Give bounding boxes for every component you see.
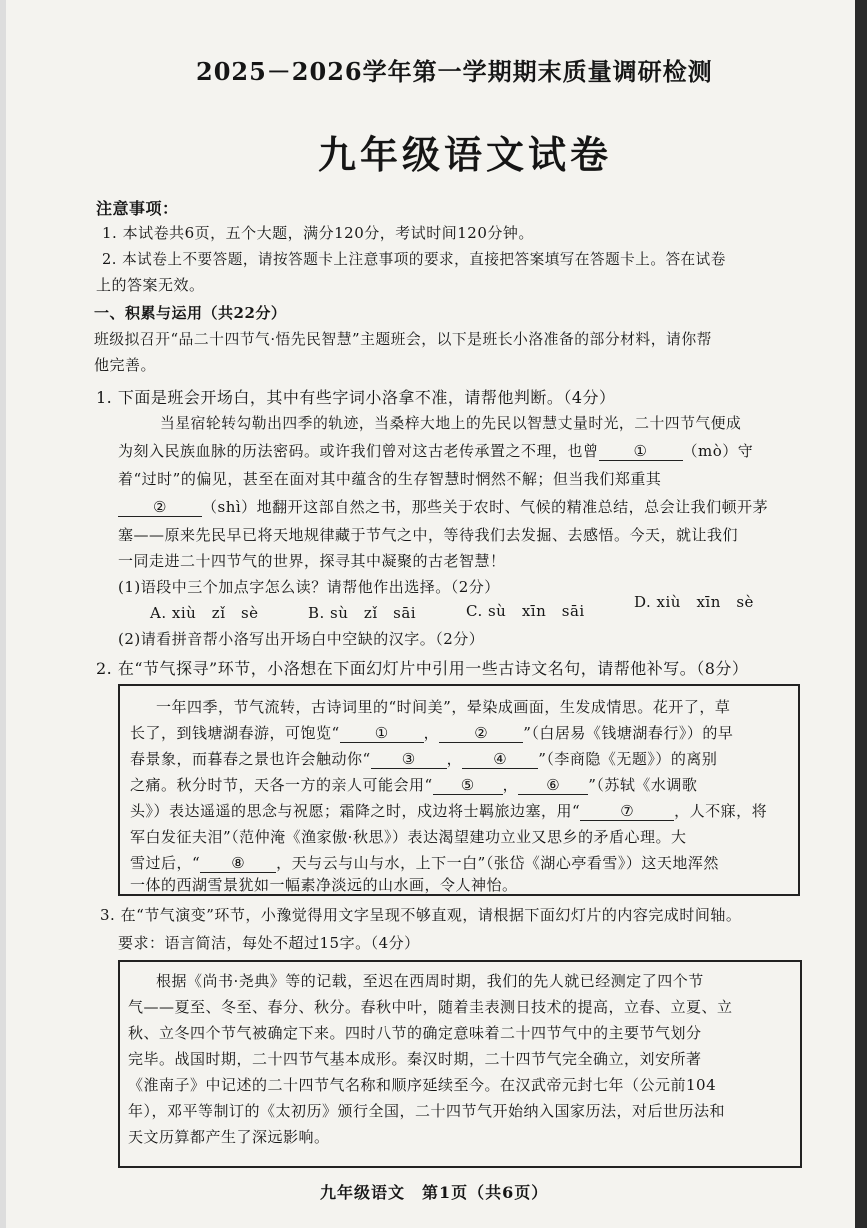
notice-heading: 注意事项： [96,199,179,218]
section1-intro-1: 班级拟召开“品二十四节气·悟先民智慧”主题班会，以下是班长小洛准备的部分材料，请你帮 [94,331,712,348]
q2-line-7-text: 雪过后，“ [130,854,201,872]
q2-line-1: 一年四季，节气流转，古诗词里的“时间美”，晕染成画面，生发成情思。花开了，草 [156,698,731,716]
q3-line-6: 年），邓平等制订的《太初历》颁行全国，二十四节气开始纳入国家历法，对后世历法和 [128,1102,726,1120]
q2-line-4: 之痛。秋分时节，天各一方的亲人可能会用“ ⑤ ， ⑥ ”（苏轼《水调歌 [130,776,698,794]
q1-para-2-pinyin: （mò）守 [682,442,754,460]
q1-option-b: B. sù zǐ sāi [308,604,417,622]
q1-option-c: C. sù xīn sāi [466,602,585,620]
exam-main-title: 九年级语文试卷 [318,132,613,177]
page-footer: 九年级语文 第1页（共6页） [320,1183,549,1202]
q2-blank-3: ③ [371,750,447,769]
q2-line-7 [130,852,719,873]
q2-blank-2: ② [439,724,523,743]
q1-para-4 [118,496,768,517]
q1-para-2-text: 为刻入民族血脉的历法密码。或许我们曾对这古老传承置之不理，也曾 [118,442,599,460]
q2-blank-5: ⑤ [433,776,503,795]
q1-option-a: A. xiù zǐ sè [150,604,259,622]
section1-intro-2: 他完善。 [94,356,157,374]
q2-line-7-post: ，天与云与山与水，上下一白”（张岱《湖心亭看雪》）这天地浑然 [276,854,719,872]
q2-blank-4: ④ [462,750,538,769]
q1-option-d: D. xiù xīn sè [634,593,754,611]
scan-edge-left [0,0,6,1228]
q1-sub-2: (2)请看拼音帮小洛写出开场白中空缺的汉字。（2分） [118,630,485,648]
notice-item-2b: 上的答案无效。 [96,276,205,294]
q2-line-8: 一体的西湖雪景犹如一幅素净淡远的山水画，令人神怡。 [130,876,518,894]
q3-line-1: 根据《尚书·尧典》等的记载，至迟在西周时期，我们的先人就已经测定了四个节 [156,972,704,990]
scan-edge-right [855,0,867,1228]
q3-line-2: 气——夏至、冬至、春分、秋分。春秋中叶，随着圭表测日技术的提高，立春、立夏、立 [128,998,733,1016]
q2-blank-8: ⑧ [200,854,276,873]
q2-line-4-text: 之痛。秋分时节，天各一方的亲人可能会用“ [130,776,433,794]
q1-stem: 1. 下面是班会开场白，其中有些字词小洛拿不准，请帮他判断。（4分） [96,388,616,407]
q2-blank-6: ⑥ [518,776,588,795]
q2-line-5 [130,800,767,821]
q1-sub-1: (1)语段中三个加点字怎么读？请帮他作出选择。（2分） [118,578,500,596]
q1-para-3: 着“过时”的偏见，甚至在面对其中蕴含的生存智慧时惘然不解；但当我们郑重其 [118,470,662,488]
q2-line-2: 长了，到钱塘湖春游，可饱览“ ① ， ② ”（白居易《钱塘湖春行》）的早 [130,724,734,742]
q2-line-2-text: 长了，到钱塘湖春游，可饱览“ [130,724,340,742]
exam-title-line: 2025－2026学年第一学期期末质量调研检测 [196,57,713,86]
q1-para-1: 当星宿轮转勾勒出四季的轨迹，当桑梓大地上的先民以智慧丈量时光，二十四节气便成 [160,415,742,432]
q2-line-2-source: ”（白居易《钱塘湖春行》）的早 [523,724,734,742]
q1-blank-2: ② [118,498,202,517]
q2-blank-1: ① [340,724,424,743]
q3-line-3: 秋、立冬四个节气被确定下来。四时八节的确定意味着二十四节气中的主要节气划分 [128,1024,702,1042]
q3-requirement: 要求：语言简洁，每处不超过15字。（4分） [118,934,420,952]
q1-para-4-text: （shì）地翻开这部自然之书，那些关于农时、气候的精准总结，总会让我们顿开茅 [202,498,769,516]
notice-item-2a: 2. 本试卷上不要答题，请按答题卡上注意事项的要求，直接把答案填写在答题卡上。答在试卷 [102,251,726,268]
q2-line-3: 春景象，而暮春之景也许会触动你“ ③ ， ④ ”（李商隐《无题》）的离别 [130,750,718,768]
q1-para-2 [118,440,753,461]
q2-line-6: 军白发征夫泪”（范仲淹《渔家傲·秋思》）表达渴望建功立业又思乡的矛盾心理。大 [130,828,687,846]
q2-line-4-source: ”（苏轼《水调歌 [588,776,698,794]
q3-stem: 3. 在“节气演变”环节，小豫觉得用文字呈现不够直观，请根据下面幻灯片的内容完成时间轴。 [100,906,742,924]
section1-heading: 一、积累与运用（共22分） [94,304,287,322]
notice-item-1: 1. 本试卷共6页，五个大题，满分120分，考试时间120分钟。 [102,224,534,242]
q2-stem: 2. 在“节气探寻”环节，小洛想在下面幻灯片中引用一些古诗文名句，请帮他补写。（8分） [96,659,749,678]
q1-para-6: 一同走进二十四节气的世界，探寻其中凝聚的古老智慧！ [118,552,506,570]
q3-line-7: 天文历算都产生了深远影响。 [128,1128,330,1146]
q1-para-5: 塞——原来先民早已将天地规律藏于节气之中，等待我们去发掘、去感悟。今天，就让我们 [118,526,739,544]
q2-line-5-text: 头》）表达遥遥的思念与祝愿；霜降之时，戍边将士羁旅边塞，用“ [130,802,581,820]
q3-line-5: 《淮南子》中记述的二十四节气名称和顺序延续至今。在汉武帝元封七年（公元前104 [128,1076,717,1094]
q1-blank-1: ① [599,442,683,461]
q2-line-5-post: ，人不寐，将 [674,802,768,820]
q2-line-3-text: 春景象，而暮春之景也许会触动你“ [130,750,371,768]
q3-line-4: 完毕。战国时期，二十四节气基本成形。秦汉时期，二十四节气完全确立，刘安所著 [128,1050,702,1068]
q2-line-3-source: ”（李商隐《无题》）的离别 [538,750,718,768]
q2-blank-7: ⑦ [580,802,674,821]
